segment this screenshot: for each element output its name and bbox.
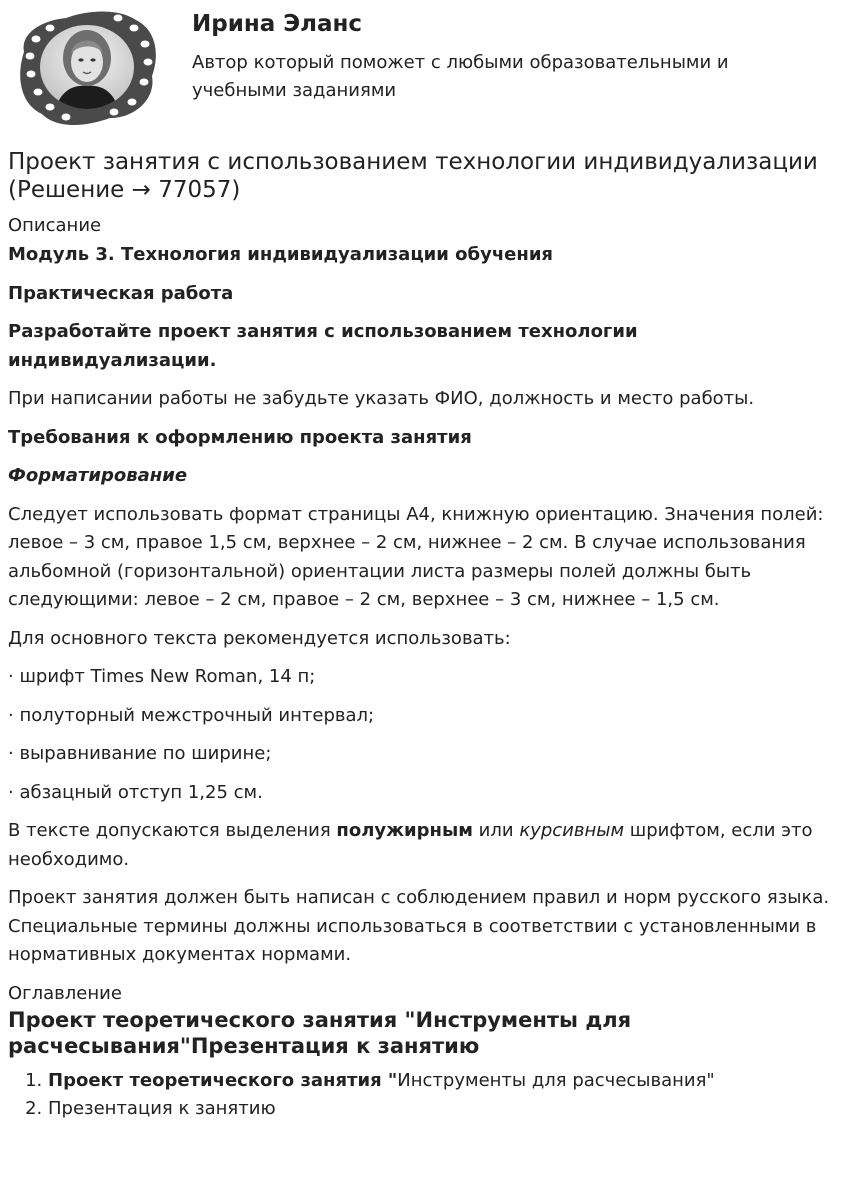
language-note-text: Проект занятия должен быть написан с соблюдением правил и норм русского языка. Специальные термины должны использоваться в соответствии с установленными в нормативных документах нормами. — [8, 887, 830, 965]
toc-item[interactable]: 1. Проект теоретического занятия "Инструменты для расчесывания" — [48, 1067, 839, 1095]
author-name[interactable]: Ирина Эланс — [192, 11, 363, 37]
bullet-item: · шрифт Times New Roman, 14 п; — [8, 666, 316, 687]
note-text: При написании работы не забудьте указать ФИО, должность и место работы. — [8, 388, 755, 409]
description-label: Описание — [8, 215, 102, 236]
author-description: Автор который поможет с любыми образовательными и учебными заданиями — [192, 52, 729, 101]
page-title: Проект занятия с использованием технологии индивидуализации (Решение → 77057) — [8, 149, 818, 203]
formatting-heading: Форматирование — [8, 465, 188, 486]
toc-label: Оглавление — [8, 982, 122, 1004]
toc-list — [8, 1067, 839, 1123]
requirements-heading: Требования к оформлению проекта занятия — [8, 426, 472, 448]
description-body — [8, 241, 839, 970]
toc-item[interactable]: 2. Презентация к занятию — [48, 1095, 839, 1123]
author-avatar[interactable] — [14, 6, 160, 128]
author-card — [8, 0, 839, 130]
task-text: Разработайте проект занятия с использованием технологии индивидуализации. — [8, 321, 638, 371]
formatting-text: Следует использовать формат страницы А4, книжную ориентацию. Значения полей: левое – 3 см, правое 1,5 см, верхнее – 2 см, нижнее – 2 см. В случае использования альбомной (горизонтальной) ориентации листа размеры полей должны быть следующими: левое – 2 см, правое – 2 см, верхнее – 3 см, нижнее – 1,5 см. — [8, 503, 824, 610]
emphasis-text: В тексте допускаются выделения полужирным или курсивным шрифтом, если это необходимо. — [8, 820, 813, 870]
toc-heading: Проект теоретического занятия "Инструменты для расчесывания"Презентация к занятию — [8, 1007, 632, 1058]
bullet-item: · абзацный отступ 1,25 см. — [8, 781, 263, 803]
module-heading: Модуль 3. Технология индивидуализации обучения — [8, 244, 553, 265]
bullet-item: · выравнивание по ширине; — [8, 743, 272, 764]
bullet-item: · полуторный межстрочный интервал; — [8, 704, 375, 726]
font-intro-text: Для основного текста рекомендуется использовать: — [8, 627, 511, 649]
practical-heading: Практическая работа — [8, 282, 234, 304]
